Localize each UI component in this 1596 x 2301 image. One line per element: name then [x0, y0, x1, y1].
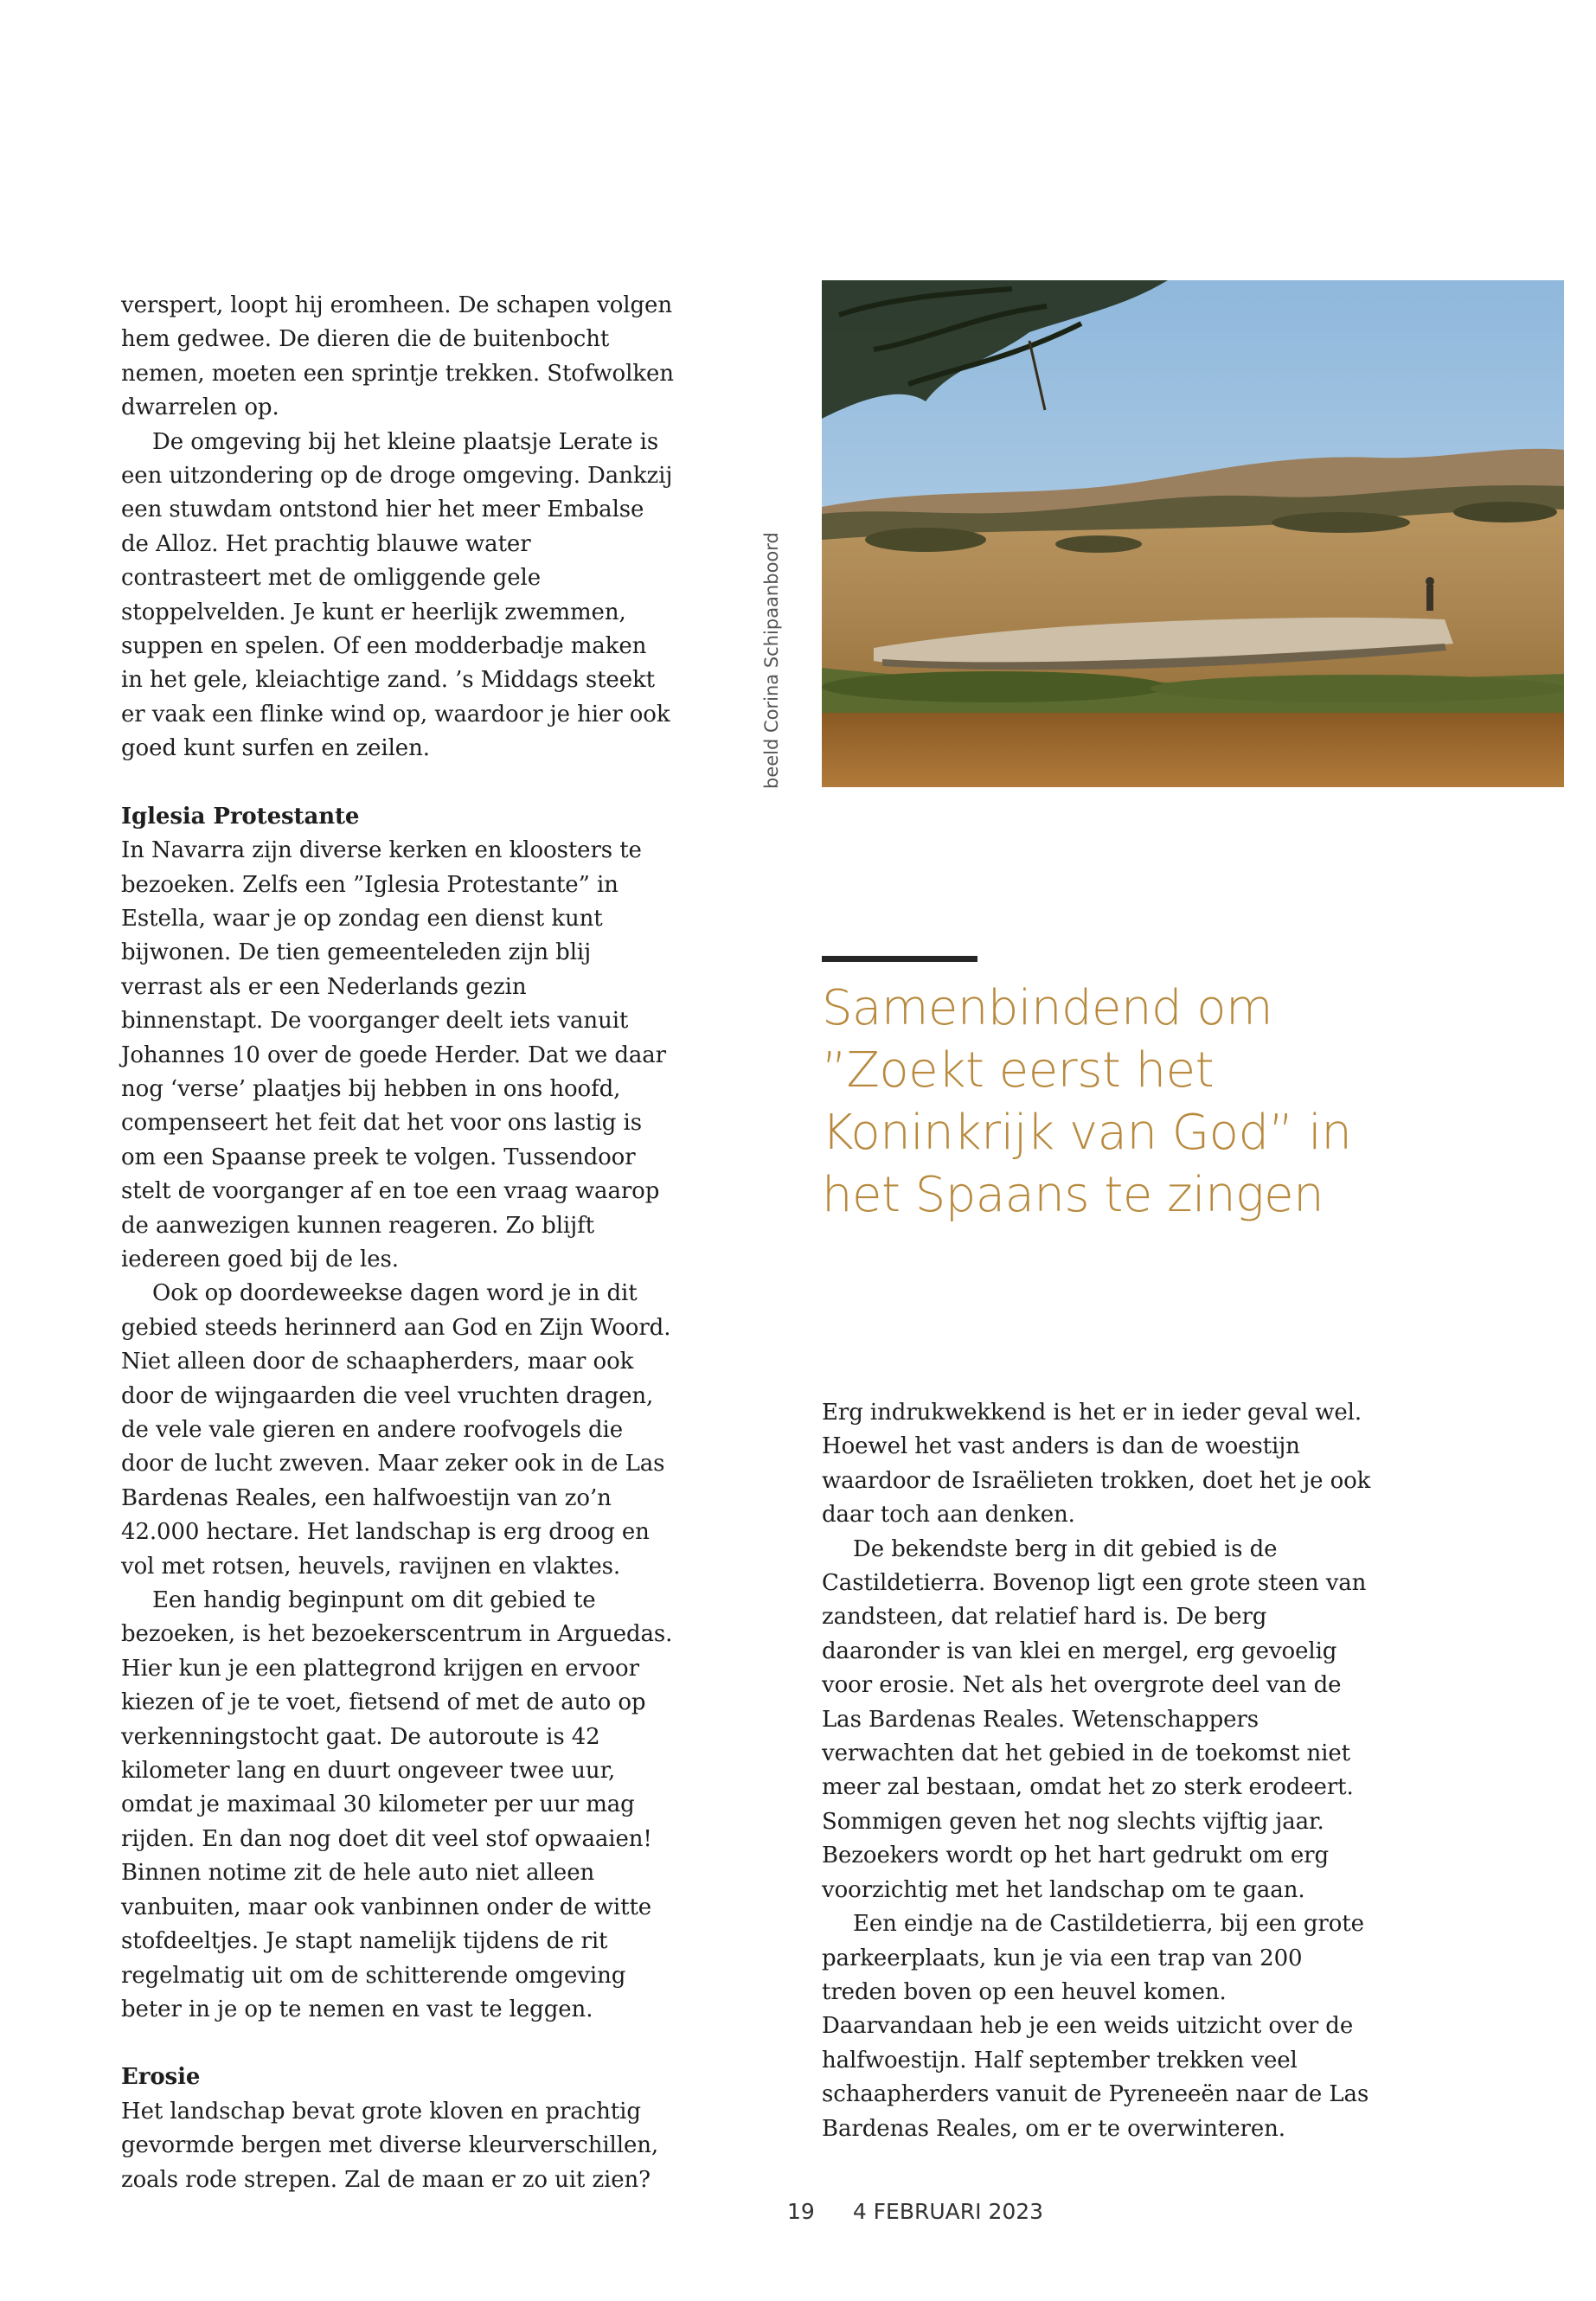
- shepherd-landscape-image: [822, 280, 1564, 787]
- paragraph: Erg indrukwekkend is het er in ieder geval wel. Hoewel het vast anders is dan de woestijn waardoor de Israëlieten trokken, doet het je ook daar toch aan denken.: [822, 1400, 1371, 1529]
- photo-credit: beeld Corina Schipaanboord: [761, 532, 782, 789]
- page-number: 19: [787, 2199, 815, 2224]
- issue-date: 4 FEBRUARI 2023: [852, 2199, 1044, 2224]
- headline-line: Samenbindend om: [822, 980, 1273, 1036]
- subheading-iglesia-protestante: Iglesia Protestante: [121, 803, 360, 830]
- landscape-photo: [822, 280, 1564, 787]
- paragraph: Ook op doordeweekse dagen word je in dit gebied steeds herinnerd aan God en Zijn Woord. Niet alleen door de schaapherders, maar ook door de wijngaarden die veel vruchten dragen, de vele vale gieren en andere roofvogels die door de lucht zweven. Maar zeker ook in de Las Bardenas Reales, een halfwoestijn van zo’n 42.000 hectare. Het landschap is erg droog en vol met rotsen, heuvels, ravijnen en vlaktes.: [121, 1280, 671, 1580]
- headline-line: ”Zoekt eerst het: [822, 1042, 1215, 1099]
- page-footer: [787, 2199, 1081, 2224]
- headline-rule: [822, 956, 977, 962]
- paragraph: Een eindje na de Castildetierra, bij een grote parkeerplaats, kun je via een trap van 200 treden boven op een heuvel komen. Daarvandaan heb je een weids uitzicht over de halfwoestijn. Half september trekken veel schaapherders vanuit de Pyreneeën naar de Las Bardenas Reales, om er te overwinteren.: [822, 1911, 1369, 2142]
- headline-line: het Spaans te zingen: [822, 1167, 1324, 1223]
- paragraph: De bekendste berg in dit gebied is de Castildetierra. Bovenop ligt een grote steen van zandsteen, dat relatief hard is. De berg daaronder is van klei en mergel, erg gevoelig voor erosie. Net als het overgrote deel van de Las Bardenas Reales. Wetenschappers verwachten dat het gebied in de toekomst niet meer zal bestaan, omdat het zo sterk erodeert. Sommigen geven het nog slechts vijftig jaar. Bezoekers wordt op het hart gedrukt om erg voorzichtig met het landschap om te gaan.: [822, 1535, 1367, 1903]
- paragraph: In Navarra zijn diverse kerken en kloosters te bezoeken. Zelfs een ”Iglesia Protestante” in Estella, waar je op zondag een dienst kunt bijwonen. De tien gemeenteleden zijn blij verrast als er een Nederlands gezin binnenstapt. De voorganger deelt iets vanuit Johannes 10 over de goede Herder. Dat we daar nog ‘verse’ plaatjes bij hebben in ons hoofd, compenseert het feit dat het voor ons lastig is om een Spaanse preek te volgen. Tussendoor stelt de voorganger af en toe een vraag waarop de aanwezigen kunnen reageren. Zo blijft iedereen goed bij de les.: [121, 837, 667, 1272]
- left-article-column: [121, 289, 675, 2197]
- right-article-column: [822, 1396, 1375, 2146]
- subheading-erosie: Erosie: [121, 2064, 201, 2091]
- headline-line: Koninkrijk van God” in: [822, 1105, 1352, 1161]
- paragraph: Een handig beginpunt om dit gebied te bezoeken, is het bezoekerscentrum in Arguedas. Hier kun je een plattegrond krijgen en ervoor kiezen of je te voet, fietsend of met de auto op verkenningstocht gaat. De autoroute is 42 kilometer lang en duurt ongeveer twee uur, omdat je maximaal 30 kilometer per uur mag rijden. En dan nog doet dit veel stof opwaaien! Binnen notime zit de hele auto niet alleen vanbuiten, maar ook vanbinnen onder de witte stofdeeltjes. Je stapt namelijk tijdens de rit regelmatig uit om de schitterende omgeving beter in je op te nemen en vast te leggen.: [121, 1587, 673, 2022]
- paragraph: De omgeving bij het kleine plaatsje Lerate is een uitzondering op de droge omgeving. Dankzij een stuwdam ontstond hier het meer Embalse de Alloz. Het prachtig blauwe water contrasteert met de omliggende gele stoppelvelden. Je kunt er heerlijk zwemmen, suppen en spelen. Of een modderbadje maken in het gele, kleiachtige zand. ’s Middags steekt er vaak een flinke wind op, waardoor je hier ook goed kunt surfen en zeilen.: [121, 428, 673, 762]
- paragraph: verspert, loopt hij eromheen. De schapen volgen hem gedwee. De dieren die de buitenbocht nemen, moeten een sprintje trekken. Stofwolken dwarrelen op.: [121, 292, 674, 421]
- pull-quote-headline: [822, 977, 1548, 1227]
- paragraph: Het landschap bevat grote kloven en prachtig gevormde bergen met diverse kleurverschillen, zoals rode strepen. Zal de maan er zo uit zien?: [121, 2098, 659, 2193]
